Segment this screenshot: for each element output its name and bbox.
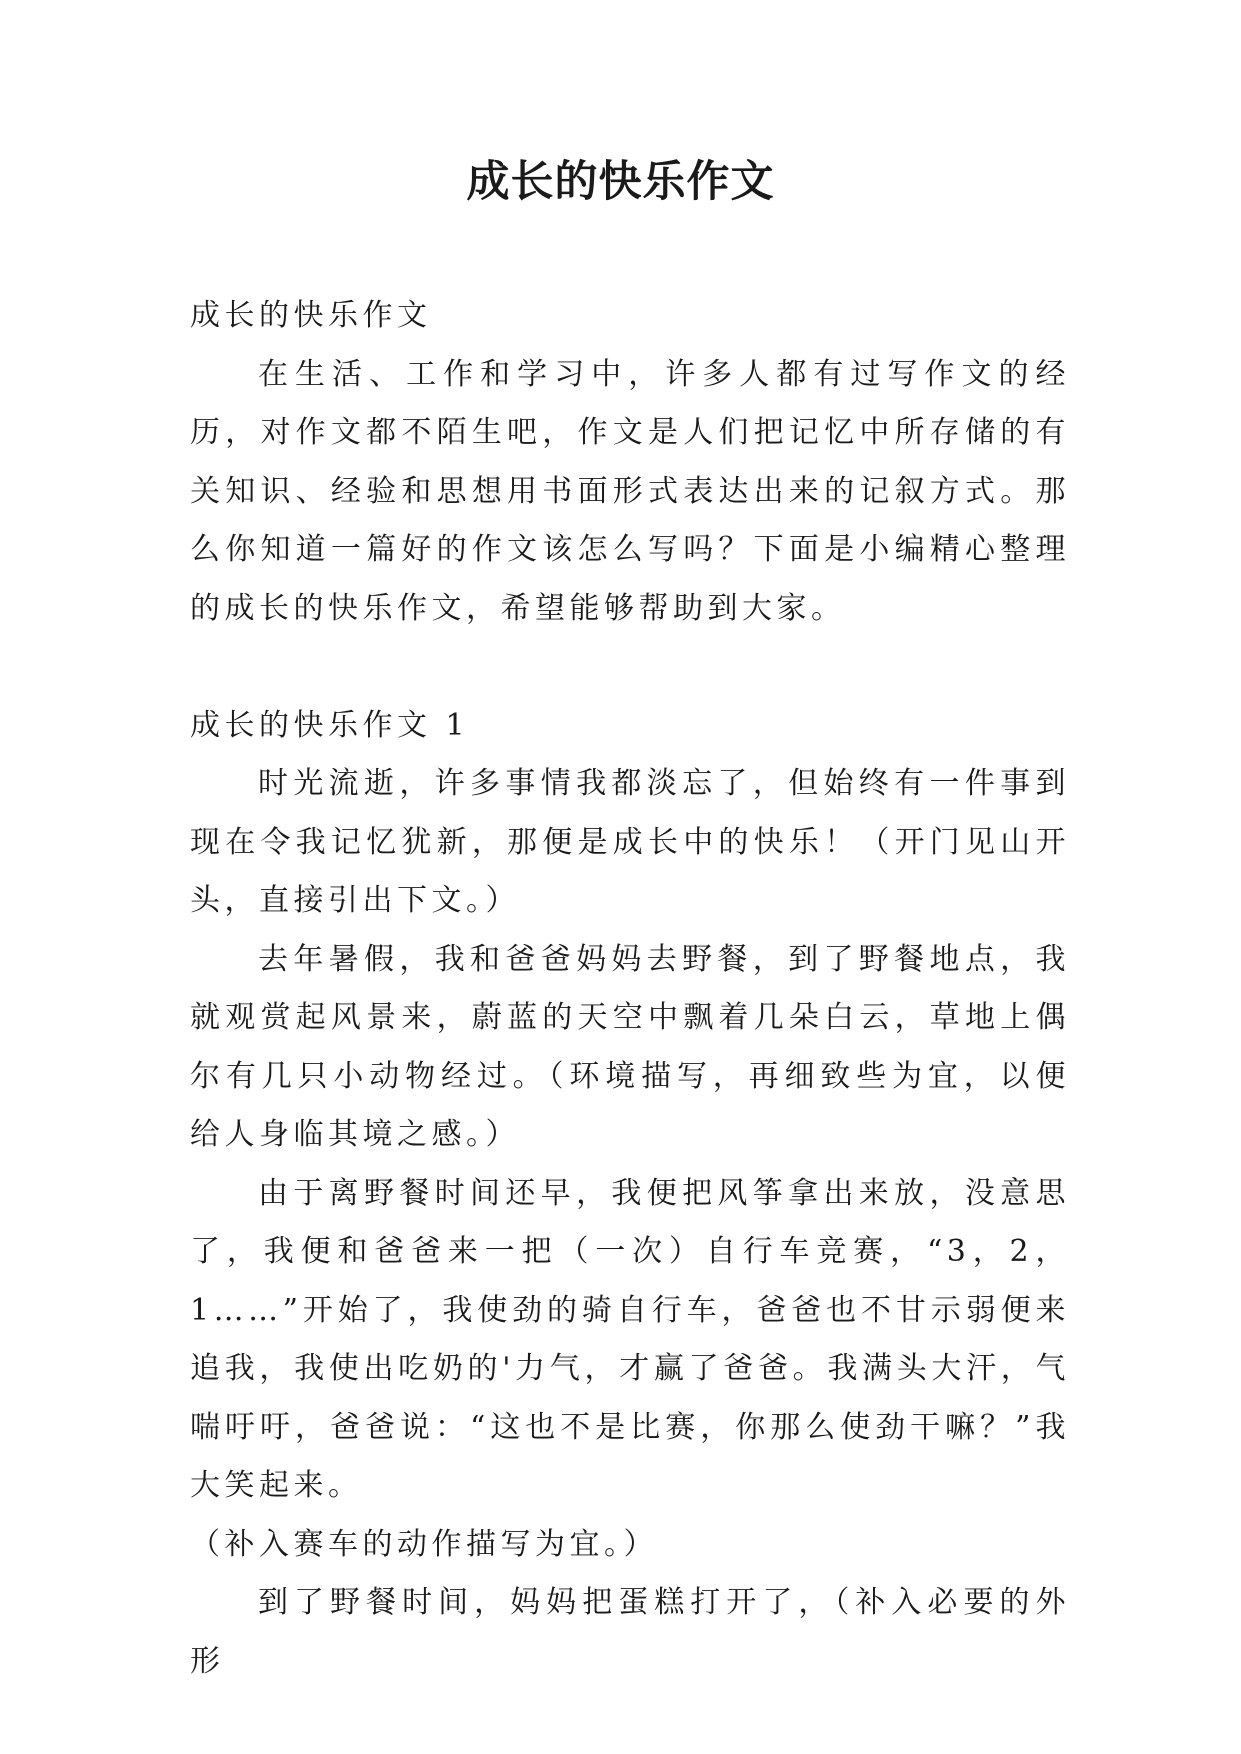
section-gap <box>190 638 1070 697</box>
essay-1-paragraph-1: 时光流逝，许多事情我都淡忘了，但始终有一件事到现在令我记忆犹新，那便是成长中的快乐！（开门见山开头，直接引出下文。） <box>190 766 1070 918</box>
intro-paragraph: 在生活、工作和学习中，许多人都有过写作文的经历，对作文都不陌生吧，作文是人们把记忆中所存储的有关知识、经验和思想用书面形式表达出来的记叙方式。那么你知道一篇好的作文该怎么写吗？下面是小编精心整理的成长的快乐作文，希望能够帮助到大家。 <box>190 356 1070 626</box>
essay-1-annotation: （补入赛车的动作描写为宜。） <box>190 1526 658 1562</box>
document-title: 成长的快乐作文 <box>466 157 775 207</box>
essay-1-paragraph-4: 到了野餐时间，妈妈把蛋糕打开了，（补入必要的外形 <box>190 1585 1070 1679</box>
intro-heading: 成长的快乐作文 <box>190 298 432 333</box>
essay-1-heading: 成长的快乐作文 1 <box>190 707 470 743</box>
essay-1-paragraph-3: 由于离野餐时间还早，我便把风筝拿出来放，没意思了，我便和爸爸来一把（一次）自行车竞赛，“3，2，1……”开始了，我使劲的骑自行车，爸爸也不甘示弱便来追我，我使出吃奶的'力气，才赢了爸爸。我满头大汗，气喘吁吁，爸爸说：“这也不是比赛，你那么使劲干嘛？”我大笑起来。 <box>190 1175 1070 1503</box>
essay-1-paragraph-2: 去年暑假，我和爸爸妈妈去野餐，到了野餐地点，我就观赏起风景来，蔚蓝的天空中飘着几朵白云，草地上偶尔有几只小动物经过。（环境描写，再细致些为宜，以便给人身临其境之感。） <box>190 941 1070 1152</box>
document-body <box>190 287 1070 1691</box>
